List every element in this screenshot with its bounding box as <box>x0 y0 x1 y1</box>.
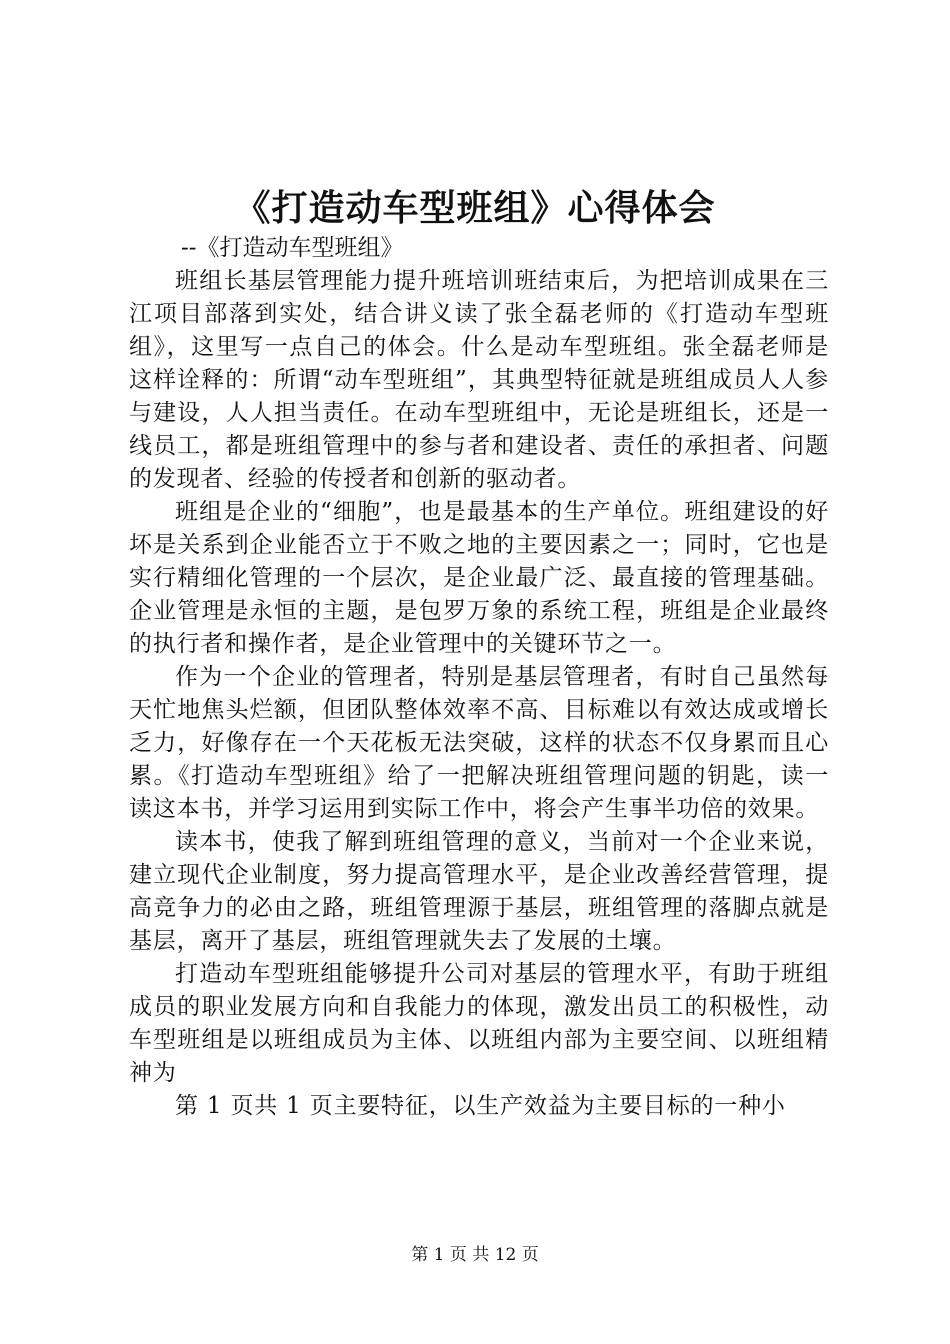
paragraph: 第 1 页共 1 页主要特征，以生产效益为主要目标的一种小 <box>175 1093 786 1119</box>
paragraph: 班组长基层管理能力提升班培训班结束后，为把培训成果在三江项目部落到实处，结合讲义读了张全磊老师的《打造动车型班组》，这里写一点自己的体会。什么是动车型班组。张全磊老师是这样诠释的：所谓“动车型班组”，其典型特征就是班组成员人人参与建设，人人担当责任。在动车型班组中，无论是班组长，还是一线员工，都是班组管理中的参与者和建设者、责任的承担者、问题的发现者、经验的传授者和创新的驱动者。 <box>129 268 829 492</box>
document-subtitle: --《打造动车型班组》 <box>181 235 404 261</box>
paragraph: 作为一个企业的管理者，特别是基层管理者，有时自己虽然每天忙地焦头烂额，但团队整体效率不高、目标难以有效达成或增长乏力，好像存在一个天花板无法突破，这样的状态不仅身累而且心累。《打造动车型班组》给了一把解决班组管理问题的钥匙，读一读这本书，并学习运用到实际工作中，将会产生事半功倍的效果。 <box>129 664 829 822</box>
page-footer: 第 1 页 共 12 页 <box>411 1245 539 1265</box>
paragraph: 班组是企业的“细胞”，也是最基本的生产单位。班组建设的好坏是关系到企业能否立于不败之地的主要因素之一；同时，它也是实行精细化管理的一个层次，是企业最广泛、最直接的管理基础。企业管理是永恒的主题，是包罗万象的系统工程，班组是企业最终的执行者和操作者，是企业管理中的关键环节之一。 <box>129 499 829 657</box>
paragraph: 打造动车型班组能够提升公司对基层的管理水平，有助于班组成员的职业发展方向和自我能力的体现，激发出员工的积极性，动车型班组是以班组成员为主体、以班组内部为主要空间、以班组精神为 <box>129 961 829 1086</box>
document-body <box>129 265 829 1123</box>
paragraph: 读本书，使我了解到班组管理的意义，当前对一个企业来说，建立现代企业制度，努力提高管理水平，是企业改善经营管理，提高竞争力的必由之路，班组管理源于基层，班组管理的落脚点就是基层，离开了基层，班组管理就失去了发展的土壤。 <box>129 829 829 954</box>
document-title: 《打造动车型班组》心得体会 <box>234 187 716 229</box>
